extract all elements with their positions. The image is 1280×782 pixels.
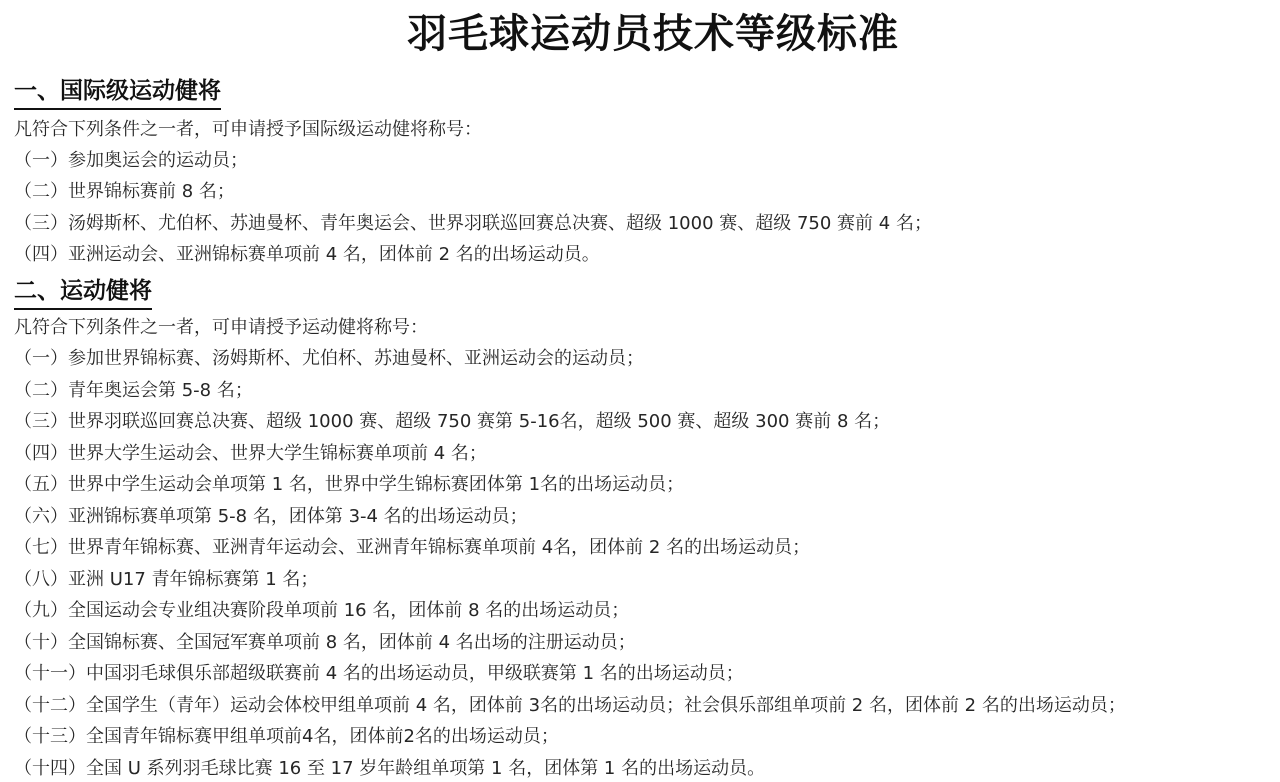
list-item: （十一）中国羽毛球俱乐部超级联赛前 4 名的出场运动员，甲级联赛第 1 名的出场运动员； <box>14 663 744 684</box>
list-item: （三）世界羽联巡回赛总决赛、超级 1000 赛、超级 750 赛第 5-16名，超级 500 赛、超级 300 赛前 8 名； <box>14 411 891 432</box>
list-item: （十三）全国青年锦标赛甲组单项前4名，团体前2名的出场运动员； <box>14 726 559 747</box>
section-heading-international-master: 一、国际级运动健将 <box>14 76 221 110</box>
list-item: （十）全国锦标赛、全国冠军赛单项前 8 名，团体前 4 名出场的注册运动员； <box>14 632 636 653</box>
list-item: （五）世界中学生运动会单项第 1 名，世界中学生锦标赛团体第 1名的出场运动员； <box>14 474 685 495</box>
section-intro: 凡符合下列条件之一者，可申请授予运动健将称号： <box>14 317 428 338</box>
list-item: （一）参加世界锦标赛、汤姆斯杯、尤伯杯、苏迪曼杯、亚洲运动会的运动员； <box>14 348 644 369</box>
list-item: （六）亚洲锦标赛单项第 5-8 名，团体第 3-4 名的出场运动员； <box>14 506 528 527</box>
list-item: （二）青年奥运会第 5-8 名； <box>14 380 253 401</box>
section-heading-master: 二、运动健将 <box>14 276 152 310</box>
list-item: （四）亚洲运动会、亚洲锦标赛单项前 4 名，团体前 2 名的出场运动员。 <box>14 244 600 265</box>
list-item: （四）世界大学生运动会、世界大学生锦标赛单项前 4 名； <box>14 443 487 464</box>
list-item: （十四）全国 U 系列羽毛球比赛 16 至 17 岁年龄组单项第 1 名，团体第 1 名的出场运动员。 <box>14 758 766 779</box>
list-item: （十二）全国学生（青年）运动会体校甲组单项前 4 名，团体前 3名的出场运动员；社会俱乐部组单项前 2 名，团体前 2 名的出场运动员； <box>14 695 1126 716</box>
list-item: （九）全国运动会专业组决赛阶段单项前 16 名，团体前 8 名的出场运动员； <box>14 600 630 621</box>
list-item: （七）世界青年锦标赛、亚洲青年运动会、亚洲青年锦标赛单项前 4名，团体前 2 名的出场运动员； <box>14 537 811 558</box>
list-item: （二）世界锦标赛前 8 名； <box>14 181 235 202</box>
list-item: （一）参加奥运会的运动员； <box>14 150 248 171</box>
page-title: 羽毛球运动员技术等级标准 <box>407 11 899 57</box>
list-item: （八）亚洲 U17 青年锦标赛第 1 名； <box>14 569 319 590</box>
list-item: （三）汤姆斯杯、尤伯杯、苏迪曼杯、青年奥运会、世界羽联巡回赛总决赛、超级 1000 赛、超级 750 赛前 4 名； <box>14 213 932 234</box>
section-intro: 凡符合下列条件之一者，可申请授予国际级运动健将称号： <box>14 119 482 140</box>
